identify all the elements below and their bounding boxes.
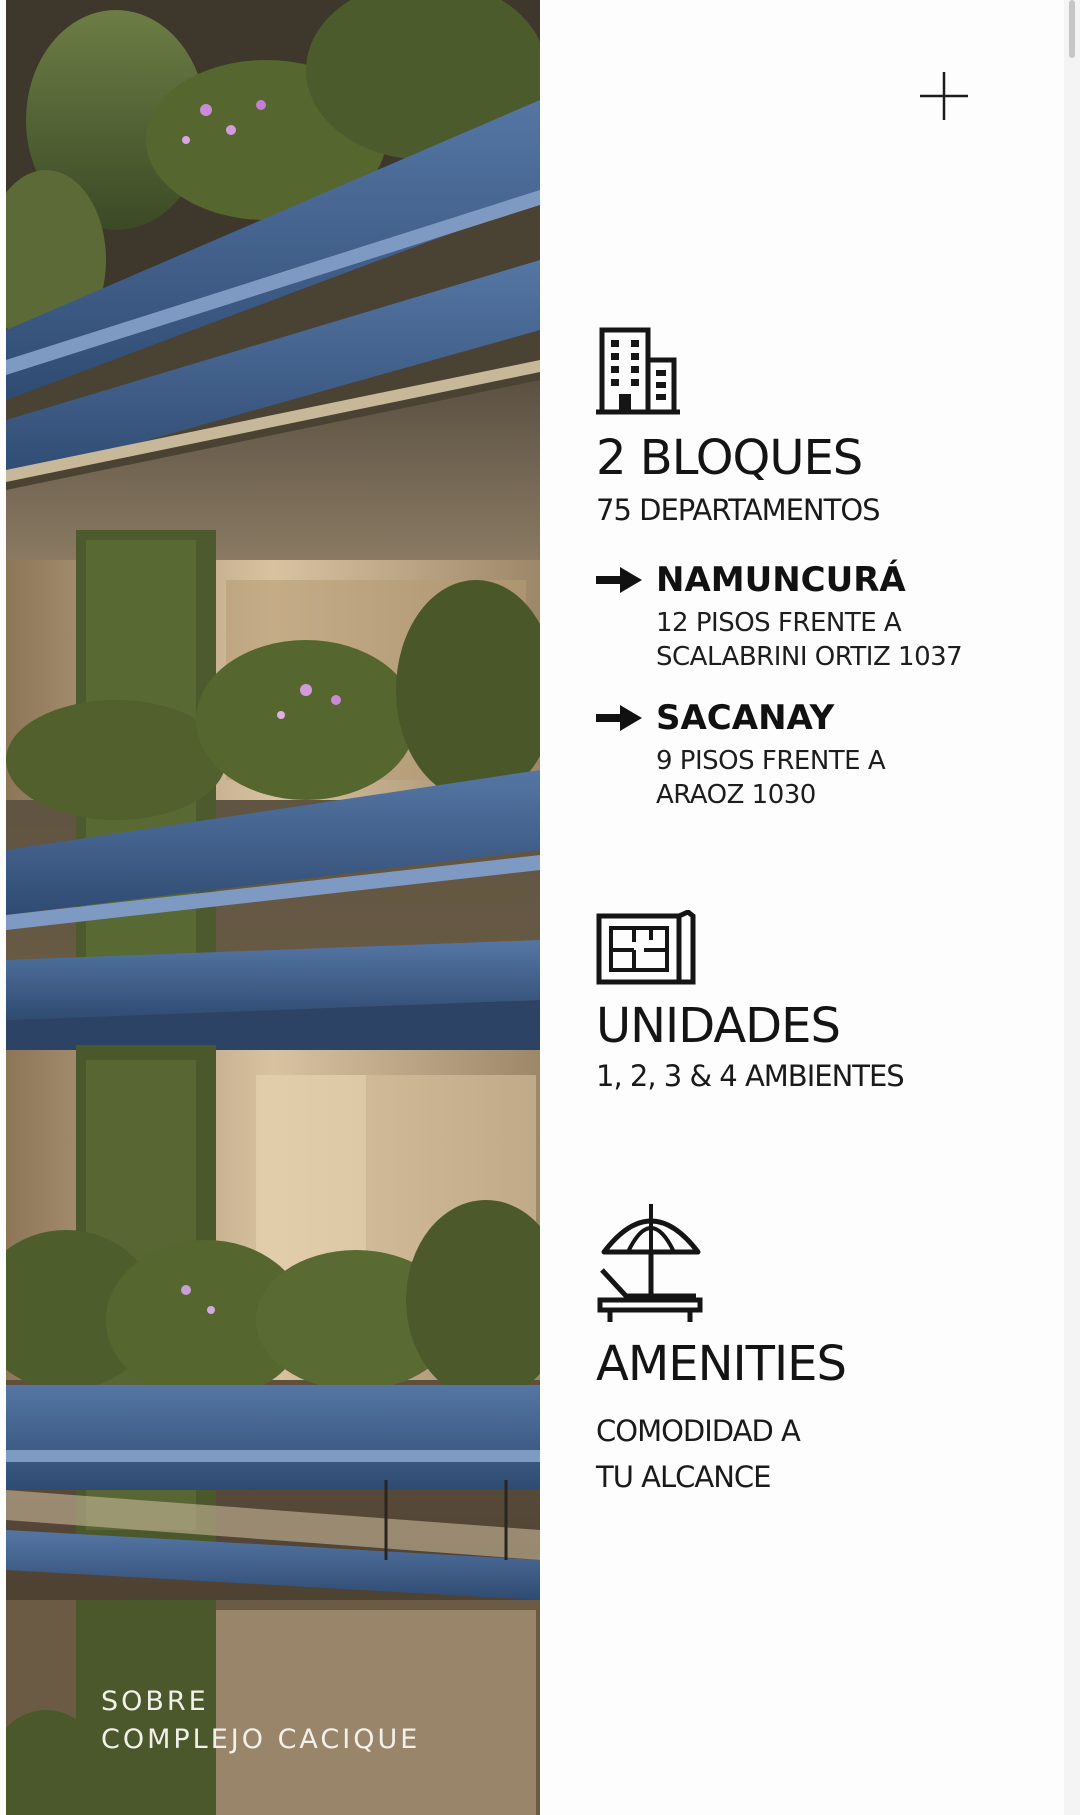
building-illustration: [6, 0, 540, 1815]
amenities-text: [596, 1336, 846, 1500]
caption-line-1: SOBRE: [101, 1686, 209, 1717]
bloques-text: [596, 430, 880, 528]
amenities-subtitle-line-1: COMODIDAD A: [596, 1414, 800, 1448]
caption-line-2: COMPLEJO CACIQUE: [101, 1724, 421, 1755]
tower-name: NAMUNCURÁ: [656, 560, 906, 600]
amenities-title: AMENITIES: [596, 1336, 846, 1392]
photo-caption: [101, 1683, 420, 1759]
building-photo: [6, 0, 540, 1815]
arrow-right-icon: [596, 567, 642, 593]
bloques-subtitle: 75 DEPARTAMENTOS: [596, 493, 880, 527]
tower-desc-line-2: ARAOZ 1030: [656, 780, 816, 810]
scrollbar[interactable]: [1064, 0, 1080, 1815]
amenities-subtitle-line-2: TU ALCANCE: [596, 1460, 771, 1494]
feature-amenities: [596, 1200, 706, 1324]
tower-name: SACANAY: [656, 698, 835, 738]
expand-button[interactable]: [918, 70, 970, 122]
beach-umbrella-lounger-icon: [596, 1200, 706, 1324]
tower-desc-line-1: 9 PISOS FRENTE A: [656, 746, 886, 776]
tower-desc-line-1: 12 PISOS FRENTE A: [656, 608, 902, 638]
floorplan-icon: [596, 910, 696, 986]
tower-item-namuncura: [596, 560, 996, 674]
buildings-icon: [596, 326, 680, 416]
scrollbar-thumb[interactable]: [1069, 0, 1075, 58]
unidades-subtitle: 1, 2, 3 & 4 AMBIENTES: [596, 1059, 904, 1093]
unidades-title: UNIDADES: [596, 998, 840, 1054]
bloques-title: 2 BLOQUES: [596, 430, 863, 486]
tower-desc-line-2: SCALABRINI ORTIZ 1037: [656, 642, 963, 672]
unidades-text: [596, 998, 904, 1094]
feature-bloques: [596, 326, 680, 416]
plus-icon: [918, 70, 970, 122]
feature-unidades: [596, 910, 696, 986]
tower-item-sacanay: [596, 698, 996, 812]
arrow-right-icon: [596, 705, 642, 731]
